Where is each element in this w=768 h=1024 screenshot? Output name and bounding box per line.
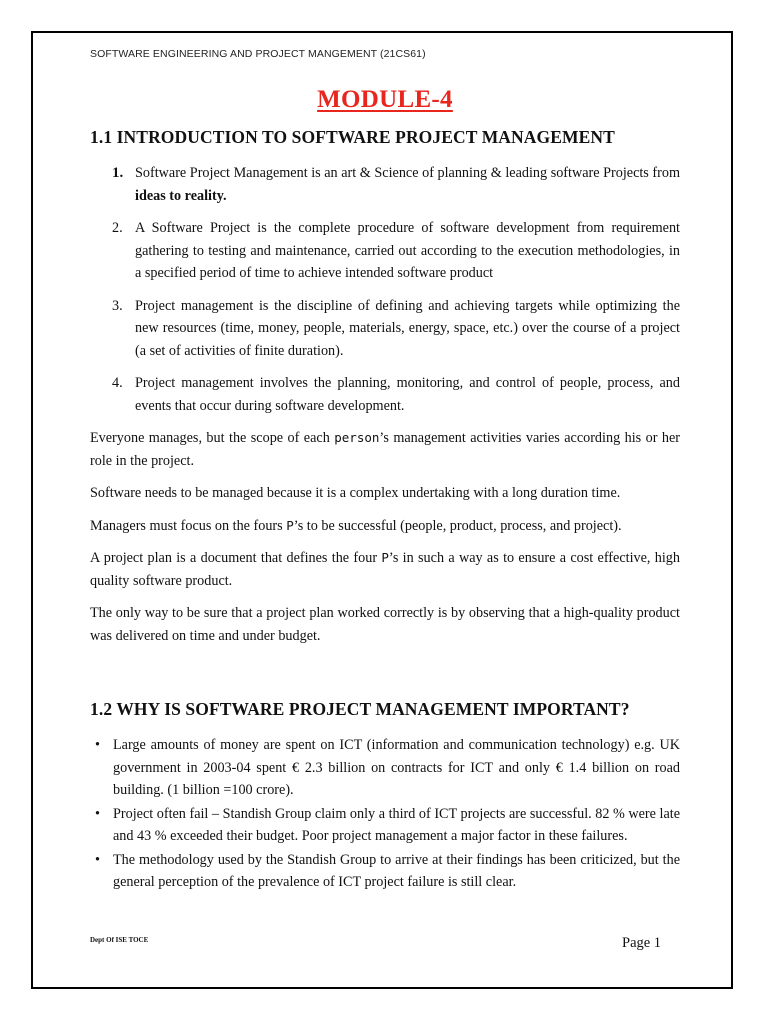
document-body [90, 48, 680, 895]
module-title: MODULE-4 [317, 86, 453, 113]
list-item-text: Project management is the discipline of defining and achieving targets while optimizing the new resources (time, money, people, materials, energy, space, etc.) over the course of a project (a set of activities of finite duration). [135, 297, 680, 359]
paragraph-four-ps [90, 515, 680, 538]
paragraph-text: ’s management activities varies according his or her role in the project. [90, 430, 680, 469]
paragraph-mono-text: person [334, 430, 380, 445]
list-number: 1. [112, 165, 124, 181]
bullet-item [90, 734, 680, 802]
paragraph-everyone-manages [90, 427, 680, 472]
bullet-item [90, 849, 680, 894]
list-item [90, 295, 680, 363]
paragraph-text: A project plan is a document that defines the four [90, 550, 382, 566]
list-item-text: Software Project Management is an art & Science of planning & leading software Projects from [135, 165, 680, 181]
bullet-item [90, 803, 680, 848]
list-item [90, 217, 680, 285]
bullet-text: Project often fail – Standish Group claim only a third of ICT projects are successful. 82 % were late and 43 % exceeded their budget. Poor project management a major factor in these failures. [113, 805, 680, 844]
footer-page-number: Page 1 [622, 935, 662, 951]
bullet-icon: • [95, 805, 100, 822]
footer-department: Dept Of ISE TOCE [90, 936, 149, 944]
paragraph-mono-text: P [286, 517, 294, 533]
section-heading-intro: 1.1 INTRODUCTION TO SOFTWARE PROJECT MANAGEMENT [90, 127, 615, 147]
list-number: 4. [112, 375, 123, 391]
paragraph-text: Everyone manages, but the scope of each [90, 430, 335, 446]
bullet-text: Large amounts of money are spent on ICT (information and communication technology) e.g. UK government in 2003-04 spent € 2.3 billion on contracts for ICT and only € 1.4 billion on road building. (1 billion =100 crore). [113, 737, 680, 798]
paragraph-project-plan [90, 547, 680, 592]
paragraph-text: ’s in such a way as to ensure a cost effective, high quality software product. [90, 550, 680, 589]
paragraph-text: Managers must focus on the fours [90, 517, 287, 534]
paragraph-text: ’s to be successful (people, product, process, and project). [293, 517, 622, 534]
list-item-bold-text: ideas to reality. [135, 187, 227, 204]
list-item-text: Project management involves the planning, monitoring, and control of people, process, and events that occur during software development. [135, 375, 680, 414]
list-item [90, 162, 680, 207]
list-number: 3. [112, 297, 123, 314]
paragraph-only-way: The only way to be sure that a project plan worked correctly is by observing that a high-quality product was delivered on time and under budget. [90, 605, 680, 644]
bullet-icon: • [95, 737, 100, 753]
paragraph-software-managed: Software needs to be managed because it is a complex undertaking with a long duration time. [90, 485, 621, 501]
intro-numbered-list [90, 162, 680, 417]
paragraph-mono-text: P [381, 550, 389, 565]
list-item [90, 372, 680, 417]
bullet-icon: • [95, 851, 100, 868]
running-header: SOFTWARE ENGINEERING AND PROJECT MANGEMENT (21CS61) [90, 48, 426, 60]
bullet-text: The methodology used by the Standish Group to arrive at their findings has been criticized, but the general perception of the prevalence of ICT project failure is still clear. [113, 851, 680, 890]
list-item-text: A Software Project is the complete procedure of software development from requirement gathering to testing and maintenance, carried out according to the execution methodologies, in a specified period of time to achieve intended software product [135, 220, 680, 281]
section-heading-why-important: 1.2 WHY IS SOFTWARE PROJECT MANAGEMENT IMPORTANT? [90, 699, 630, 719]
list-number: 2. [112, 220, 123, 236]
importance-bullet-list [90, 734, 680, 894]
